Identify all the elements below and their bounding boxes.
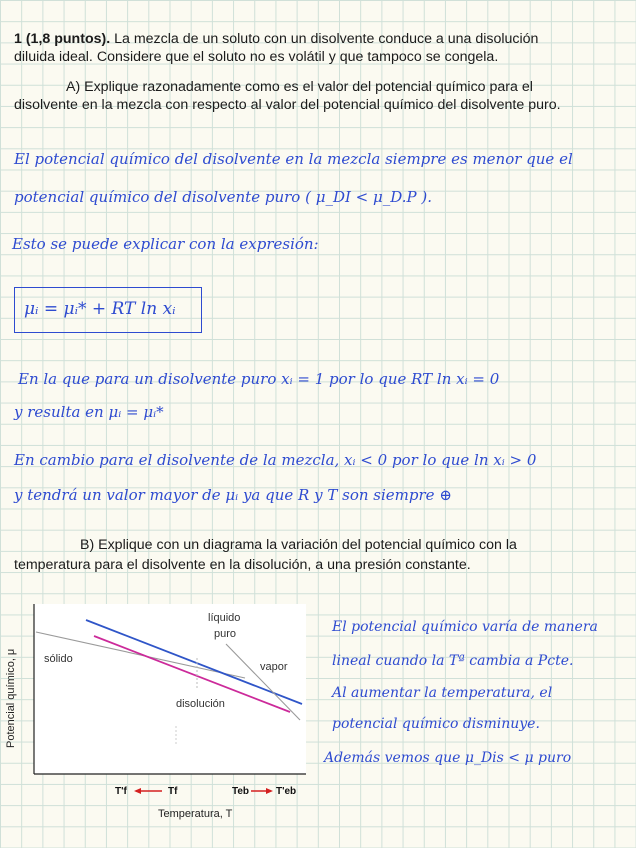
- label-pure: puro: [214, 628, 237, 640]
- marker-teb-prime: T'eb: [276, 786, 297, 797]
- marker-tf: Tf: [168, 786, 178, 797]
- answer-b-line-3: Al aumentar la temperatura, el: [332, 685, 553, 701]
- answer-a-line-7: y tendrá un valor mayor de μᵢ ya que R y T son siempre ⊕: [14, 486, 452, 504]
- part-b-line-1: B) Explique con un diagrama la variación del potencial químico con la: [80, 537, 517, 553]
- answer-b-line-4: potencial químico disminuye.: [332, 716, 540, 732]
- question-line-2: diluida ideal. Considere que el soluto no es volátil y que tampoco se congela.: [14, 49, 499, 65]
- answer-a-line-5: y resulta en μᵢ = μᵢ*: [14, 403, 164, 421]
- question-number: 1 (1,8 puntos).: [14, 31, 111, 47]
- answer-a-line-6: En cambio para el disolvente de la mezcla, xᵢ < 0 por lo que ln xᵢ > 0: [14, 451, 537, 469]
- answer-a-line-3: Esto se puede explicar con la expresión:: [12, 235, 319, 253]
- part-a-line-1: A) Explique razonadamente como es el valor del potencial químico para el: [66, 79, 533, 95]
- marker-tf-prime: T'f: [115, 786, 127, 797]
- shift-arrows: [134, 788, 273, 794]
- question-header-text: La mezcla de un soluto con un disolvente conduce a una disolución: [110, 31, 539, 47]
- answer-a-line-1: El potencial químico del disolvente en la mezcla siempre es menor que el: [14, 150, 573, 168]
- label-solid: sólido: [44, 653, 73, 665]
- part-a-line-2: disolvente en la mezcla con respecto al valor del potencial químico del disolvente puro.: [14, 97, 561, 113]
- diagram-svg: [0, 598, 320, 838]
- answer-a-line-2: potencial químico del disolvente puro ( μ_DI < μ_D.P ).: [14, 188, 432, 206]
- label-solution: disolución: [176, 698, 225, 710]
- chemical-potential-diagram: [0, 598, 320, 838]
- label-liquid: líquido: [208, 612, 241, 624]
- answer-b-line-1: El potencial químico varía de manera: [332, 619, 598, 635]
- part-b-line-2: temperatura para el disolvente en la disolución, a una presión constante.: [14, 557, 471, 573]
- x-axis-label: Temperatura, T: [158, 808, 233, 820]
- y-axis-label: Potencial químico, μ: [5, 648, 17, 748]
- arrow-freezing-head: [134, 788, 141, 794]
- answer-b-line-2: lineal cuando la Tª cambia a Pcte.: [332, 653, 574, 669]
- arrow-boiling-head: [266, 788, 273, 794]
- question-header: [14, 31, 538, 48]
- answer-b-line-5: Además vemos que μ_Dis < μ puro: [324, 750, 572, 766]
- answer-a-line-4: En la que para un disolvente puro xᵢ = 1 por lo que RT ln xᵢ = 0: [18, 370, 500, 388]
- formula: μᵢ = μᵢ* + RT ln xᵢ: [24, 299, 176, 319]
- label-vapor: vapor: [260, 661, 288, 673]
- marker-teb: Teb: [232, 786, 250, 797]
